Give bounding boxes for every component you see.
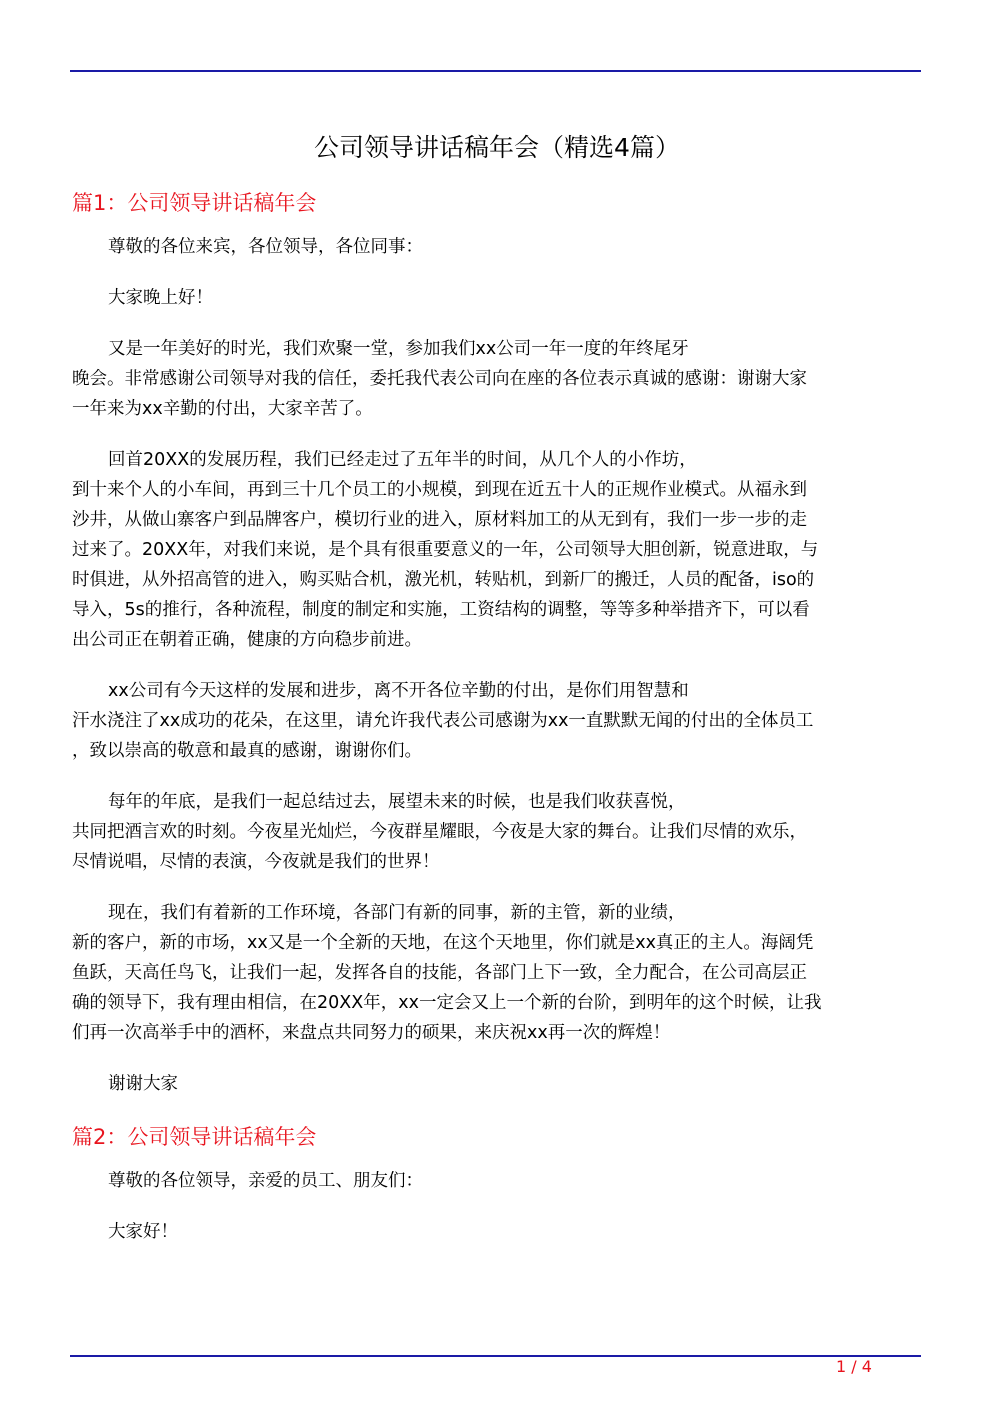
paragraph-line: 时俱进，从外招高管的进入，购买贴合机，激光机，转贴机，到新厂的搬迁，人员的配备，iso的 [72,570,815,590]
section-2 [72,1120,922,1247]
paragraph [72,283,922,313]
paragraph-line: xx公司有今天这样的发展和进步，离不开各位辛勤的付出，是你们用智慧和 [108,681,689,701]
paragraph-line: 确的领导下，我有理由相信，在20XX年，xx一定会又上一个新的台阶，到明年的这个时候，让我 [72,993,822,1013]
paragraph-line: 大家晚上好！ [108,288,213,308]
paragraph-line: 现在，我们有着新的工作环境，各部门有新的同事，新的主管，新的业绩， [108,903,686,923]
paragraph-line: 沙井，从做山寨客户到品牌客户，模切行业的进入，原材料加工的从无到有，我们一步一步的走 [72,510,807,530]
paragraph-line: 新的客户，新的市场，xx又是一个全新的天地，在这个天地里，你们就是xx真正的主人。海阔凭 [72,933,814,953]
paragraph-line: 尊敬的各位来宾，各位领导，各位同事： [108,237,423,257]
document-body [72,128,922,1268]
footer-rule [70,1355,921,1357]
paragraph-line: 汗水浇注了xx成功的花朵，在这里，请允许我代表公司感谢为xx一直默默无闻的付出的全体员工 [72,711,814,731]
paragraph-line: 尊敬的各位领导，亲爱的员工、朋友们： [108,1171,423,1191]
paragraph [72,898,922,1048]
paragraph-line: 谢谢大家 [108,1074,178,1094]
paragraph [72,1166,922,1196]
paragraph-line: 出公司正在朝着正确，健康的方向稳步前进。 [72,630,422,650]
paragraph [72,676,922,766]
paragraph-line: 鱼跃，天高任鸟飞，让我们一起，发挥各自的技能，各部门上下一致，全力配合，在公司高层正 [72,963,807,983]
paragraph [72,1217,922,1247]
paragraph-line: 每年的年底，是我们一起总结过去，展望未来的时候，也是我们收获喜悦， [108,792,686,812]
section-heading: 篇2：公司领导讲话稿年会 [72,1125,317,1149]
paragraph-line: 们再一次高举手中的酒杯，来盘点共同努力的硕果，来庆祝xx再一次的辉煌！ [72,1023,671,1043]
paragraph-line: 过来了。20XX年，对我们来说，是个具有很重要意义的一年，公司领导大胆创新，锐意进取，与 [72,540,819,560]
paragraph [72,232,922,262]
paragraph [72,445,922,655]
paragraph-line: 又是一年美好的时光，我们欢聚一堂，参加我们xx公司一年一度的年终尾牙 [108,339,689,359]
paragraph-line: ，致以崇高的敬意和最真的感谢，谢谢你们。 [72,741,422,761]
paragraph-line: 大家好！ [108,1222,178,1242]
paragraph-line: 共同把酒言欢的时刻。今夜星光灿烂，今夜群星耀眼，今夜是大家的舞台。让我们尽情的欢乐， [72,822,807,842]
paragraph-line: 晚会。非常感谢公司领导对我的信任，委托我代表公司向在座的各位表示真诚的感谢：谢谢大家 [72,369,807,389]
section-heading: 篇1：公司领导讲话稿年会 [72,191,317,215]
paragraph-line: 尽情说唱，尽情的表演，今夜就是我们的世界！ [72,852,440,872]
paragraph-line: 到十来个人的小车间，再到三十几个员工的小规模，到现在近五十人的正规作业模式。从福永到 [72,480,807,500]
header-rule [70,70,921,72]
page-number: 1 / 4 [836,1357,872,1376]
paragraph-line: 导入，5s的推行，各种流程，制度的制定和实施，工资结构的调整，等等多种举措齐下，可以看 [72,600,810,620]
paragraph [72,1069,922,1099]
document-title: 公司领导讲话稿年会（精选4篇） [314,133,680,162]
paragraph-line: 一年来为xx辛勤的付出，大家辛苦了。 [72,399,373,419]
paragraph-line: 回首20XX的发展历程，我们已经走过了五年半的时间，从几个人的小作坊， [108,450,697,470]
paragraph [72,334,922,424]
paragraph [72,787,922,877]
section-1 [72,186,922,1099]
